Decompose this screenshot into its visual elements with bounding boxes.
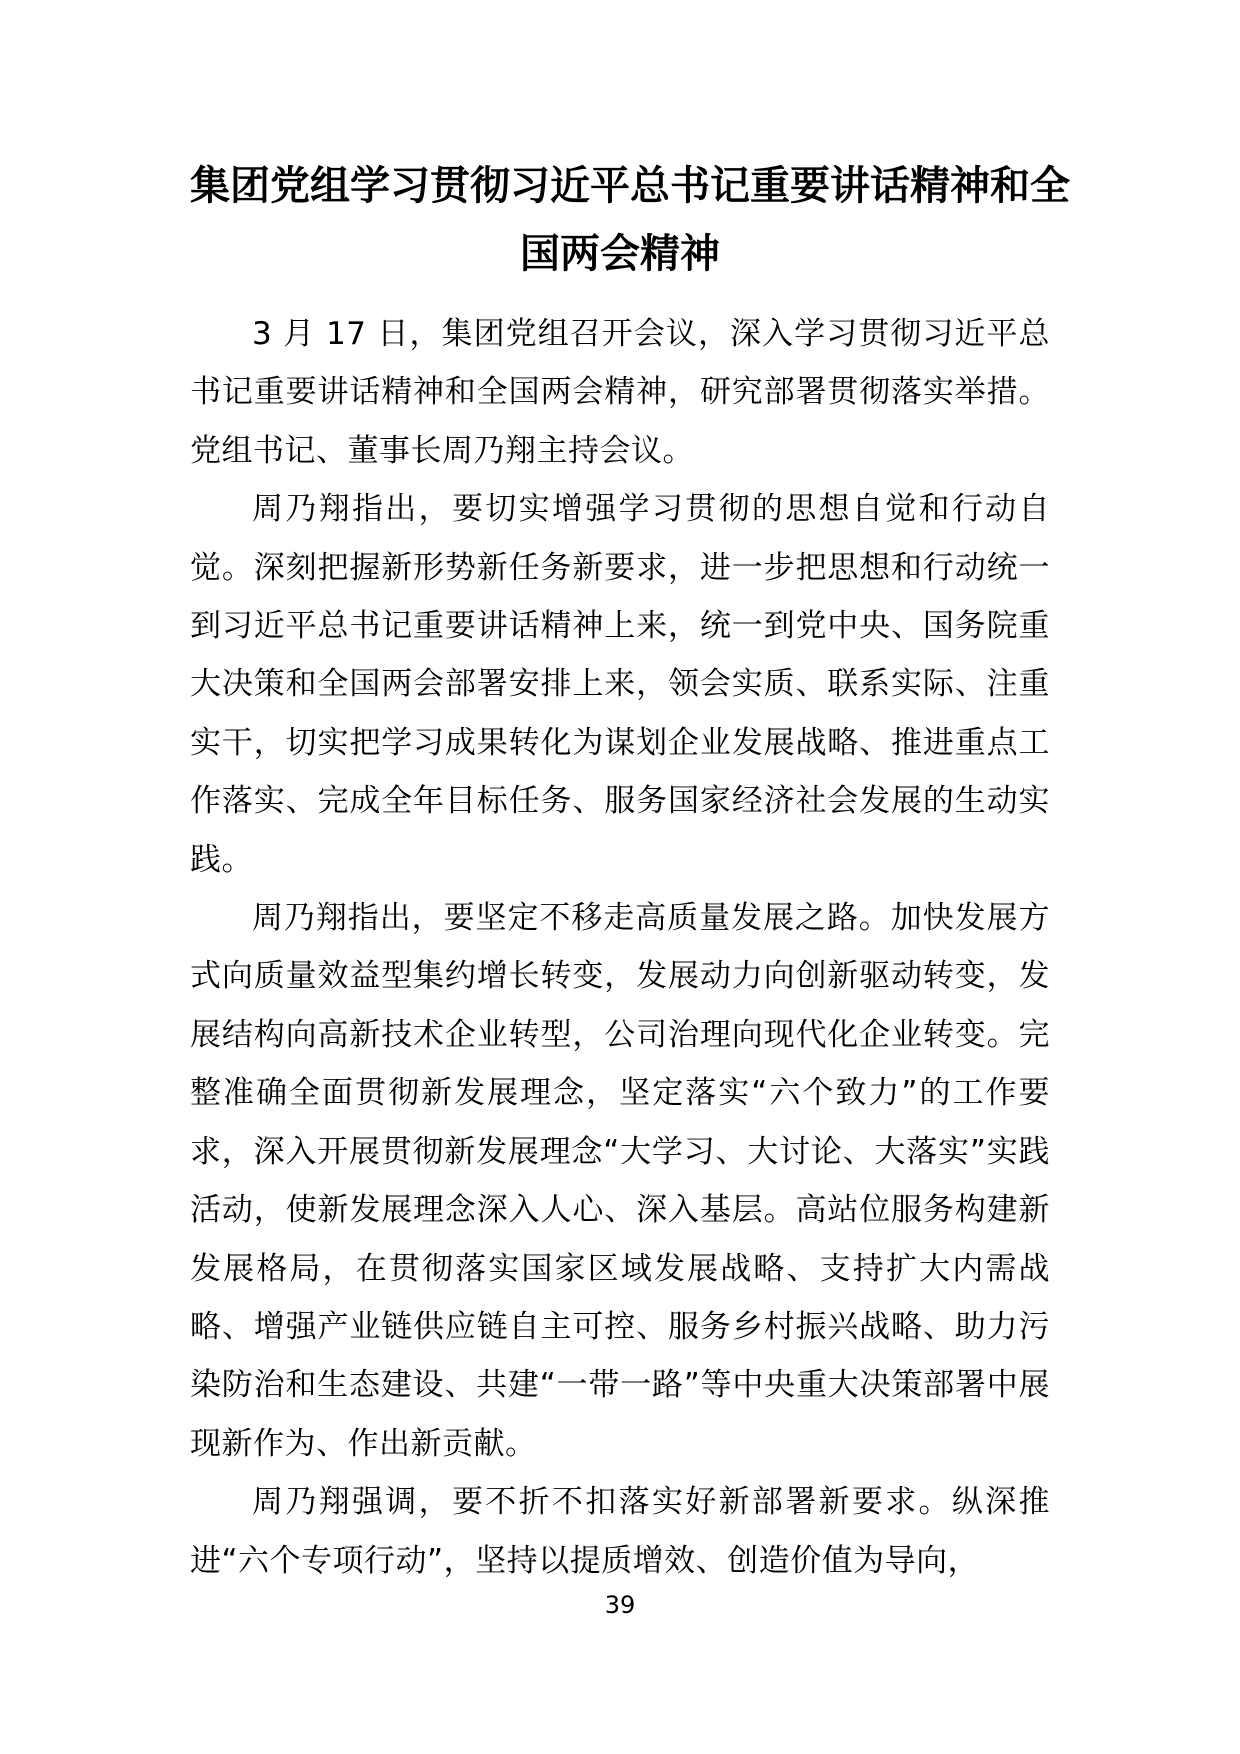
paragraph-implementation: 周乃翔强调，要不折不扣落实好新部署新要求。纵深推进“六个专项行动”，坚持以提质增效、创造价值为导向，	[190, 1484, 1050, 1579]
page-number: 39	[604, 1591, 636, 1619]
paragraph-study-awareness: 周乃翔指出，要切实增强学习贯彻的思想自觉和行动自觉。深刻把握新形势新任务新要求，进一步把思想和行动统一到习近平总书记重要讲话精神上来，统一到党中央、国务院重大决策和全国两会部署安排上来，领会实质、联系实际、注重实干，切实把学习成果转化为谋划企业发展战略、推进重点工作落实、完成全年目标任务、服务国家经济社会发展的生动实践。	[190, 491, 1050, 878]
paragraph-high-quality-development: 周乃翔指出，要坚定不移走高质量发展之路。加快发展方式向质量效益型集约增长转变，发展动力向创新驱动转变，发展结构向高新技术企业转型，公司治理向现代化企业转变。完整准确全面贯彻新发展理念，坚定落实“六个致力”的工作要求，深入开展贯彻新发展理念“大学习、大讨论、大落实”实践活动，使新发展理念深入人心、深入基层。高站位服务构建新发展格局，在贯彻落实国家区域发展战略、支持扩大内需战略、增强产业链供应链自主可控、服务乡村振兴战略、助力污染防治和生态建设、共建“一带一路”等中央重大决策部署中展现新作为、作出新贡献。	[190, 900, 1050, 1462]
title-line-1: 集团党组学习贯彻习近平总书记重要讲话精神和全	[190, 163, 1070, 209]
title-line-2: 国两会精神	[520, 231, 720, 277]
document-body	[190, 305, 1050, 1590]
document-title	[190, 152, 1070, 288]
paragraph-meeting-intro: 3 月 17 日，集团党组召开会议，深入学习贯彻习近平总书记重要讲话精神和全国两会精神，研究部署贯彻落实举措。党组书记、董事长周乃翔主持会议。	[190, 316, 1050, 469]
